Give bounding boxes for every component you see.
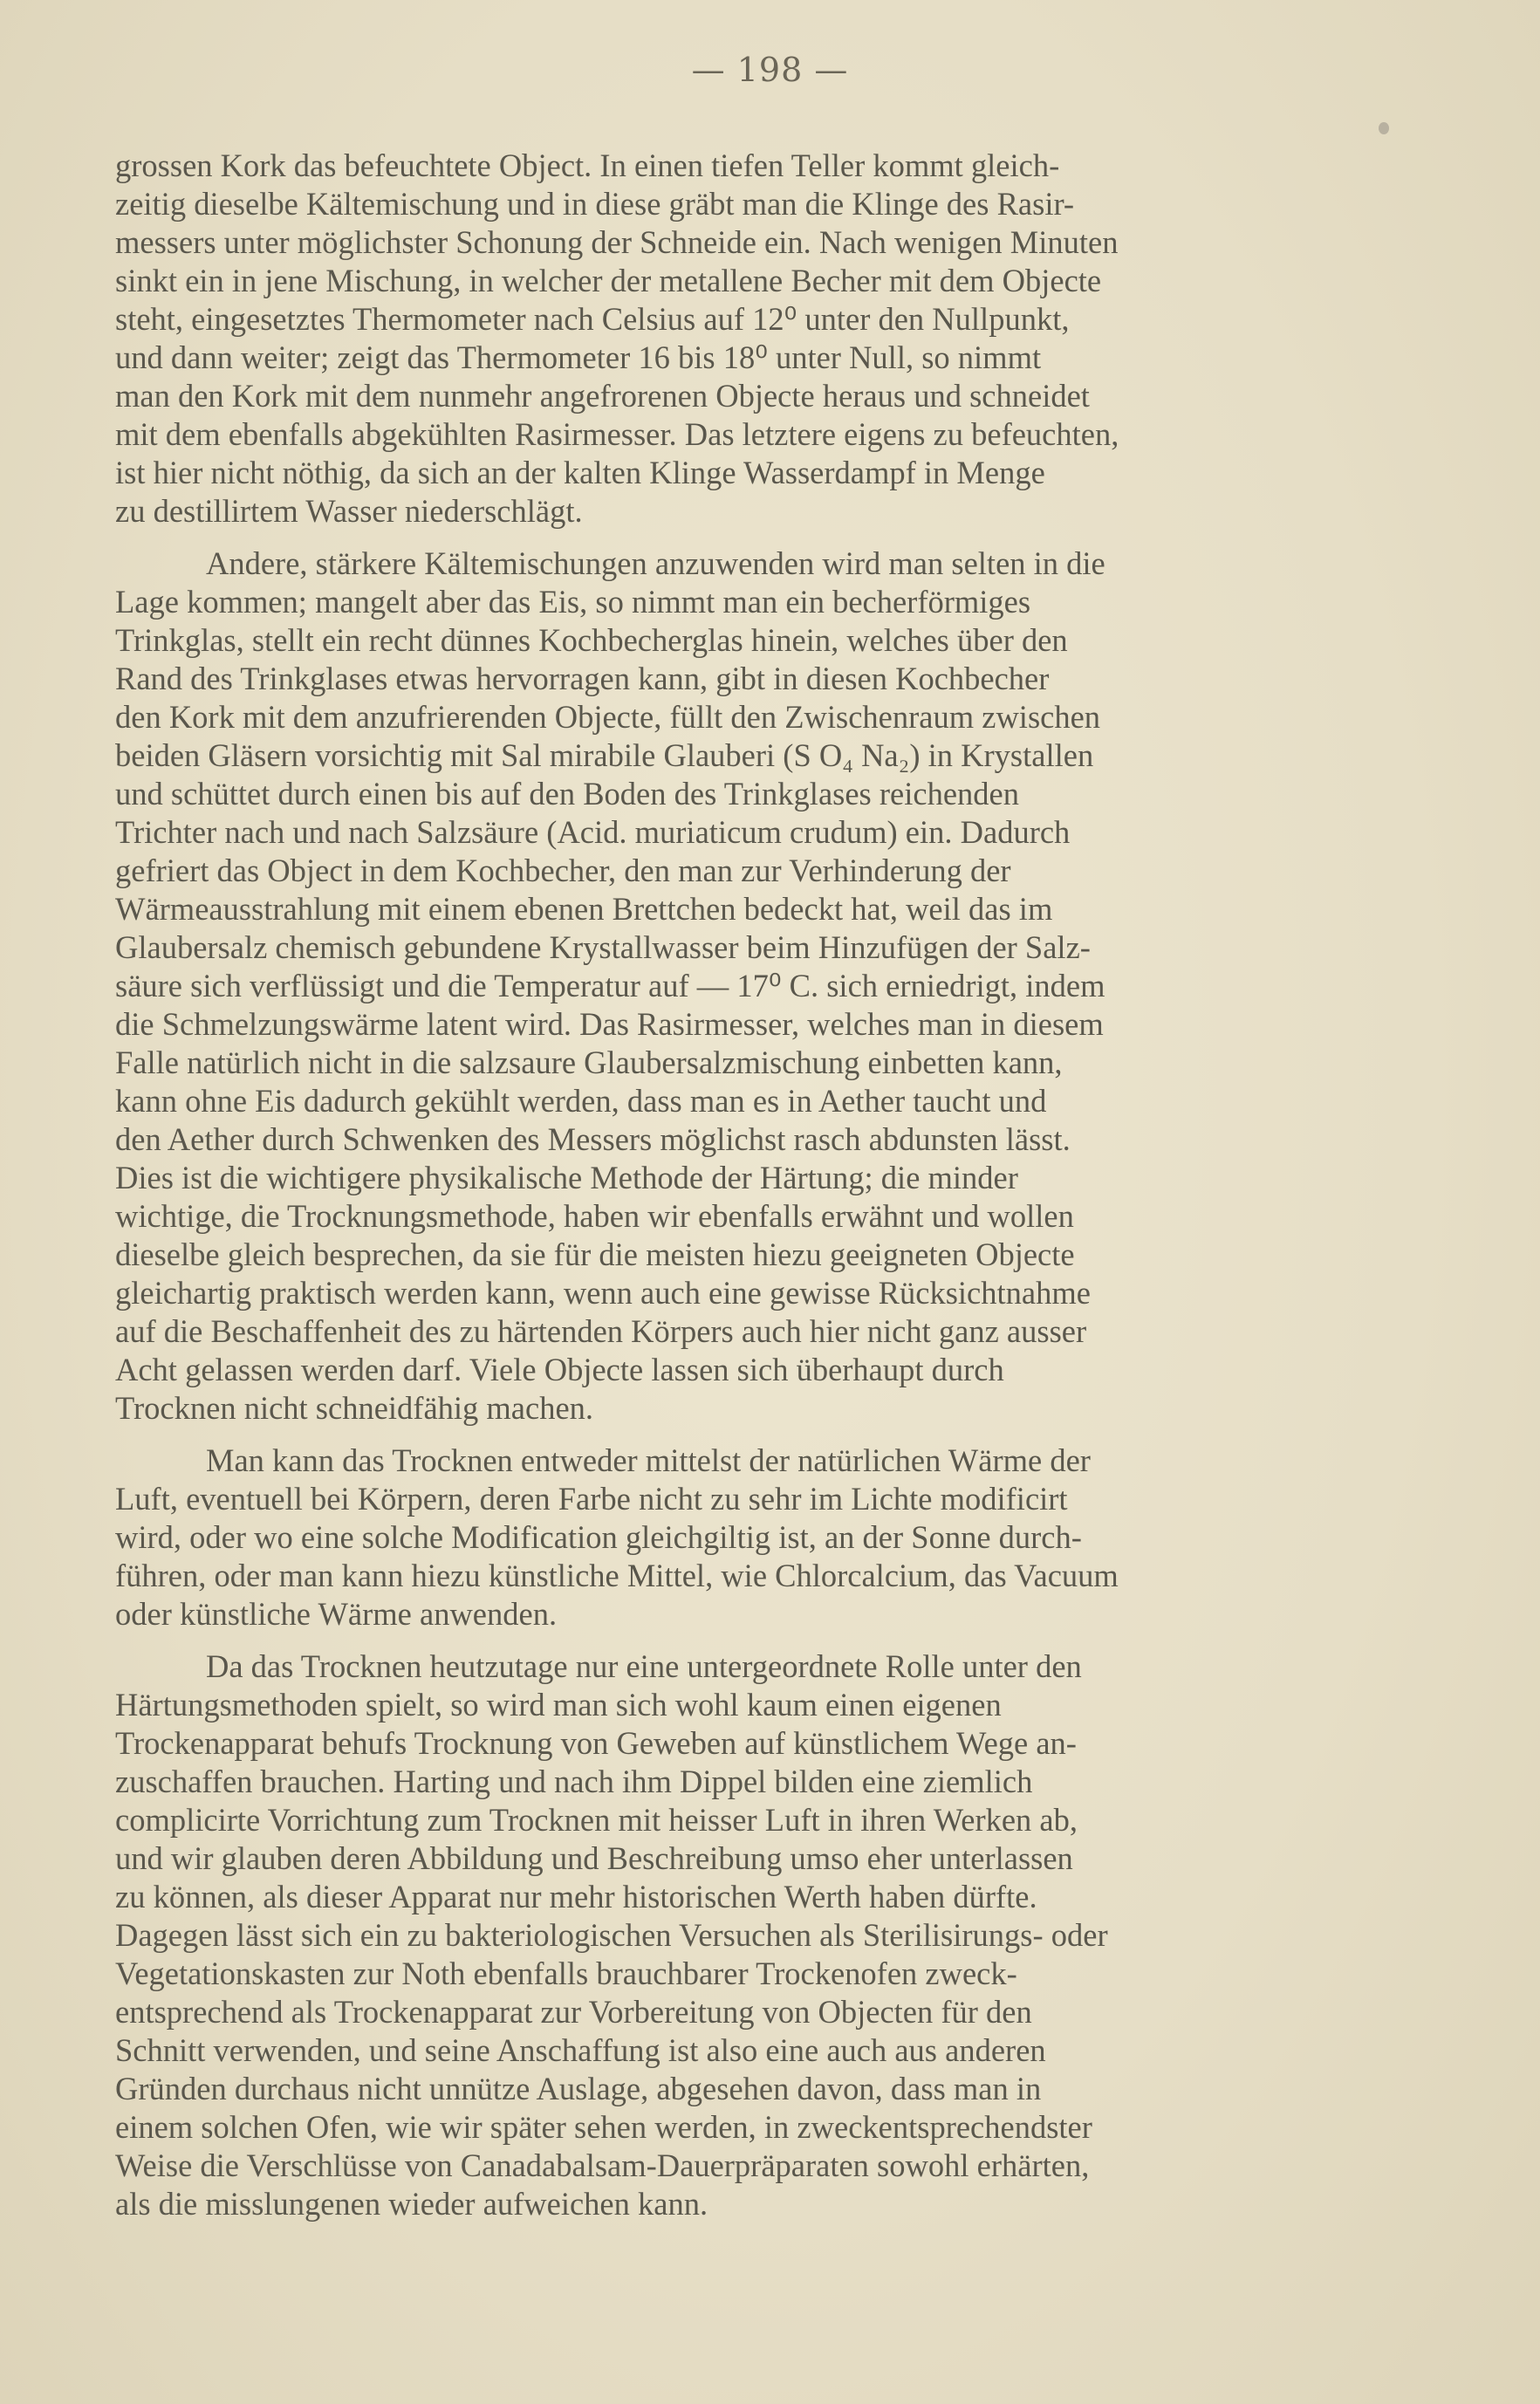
paragraph-4: Da das Trocknen heutzutage nur eine untergeordnete Rolle unter den Härtungsmethoden spielt, so wird man sich wohl kaum einen eigenen Trockenapparat behufs Trocknung von Geweben auf künstlichem Wege an- zuschaffen brauchen. Harting und nach ihm Dippel bilden eine ziemlich complicirte Vorrichtung zum Trocknen mit heisser Luft in ihren Werken ab, und wir glauben deren Abbildung und Beschreibung umso eher unterlassen zu können, als dieser Apparat nur mehr historischen Werth haben dürfte. Dagegen lässt sich ein zu bakteriologischen Versuchen als Sterilisirungs- oder Vegetationskasten zur Noth ebenfalls brauchbarer Trockenofen zweck- entsprechend als Trockenapparat zur Vorbereitung von Objecten für den Schnitt verwenden, und seine Anschaffung ist also eine auch aus anderen Gründen durchaus nicht unnütze Auslage, abgesehen davon, dass man in einem solchen Ofen, wie wir später sehen werden, in zweckentsprechendster Weise die Verschlüsse von Canadabalsam-Dauerpräparaten sowohl erhärten, als die misslungenen wieder aufweichen kann. <box>115 1648 1108 2222</box>
paragraph-3: Man kann das Trocknen entweder mittelst der natürlichen Wärme der Luft, eventuell bei Körpern, deren Farbe nicht zu sehr im Lichte modificirt wird, oder wo eine solche Modification gleichgiltig ist, an der Sonne durch- führen, oder man kann hiezu künstliche Mittel, wie Chlorcalcium, das Vacuum oder künstliche Wärme anwenden. <box>115 1442 1119 1632</box>
paper-speck <box>1379 122 1389 134</box>
page-number: — 198 — <box>691 51 849 89</box>
paragraph-2: Andere, stärkere Kältemischungen anzuwenden wird man selten in die Lage kommen; mangelt aber das Eis, so nimmt man ein becherförmiges Trinkglas, stellt ein recht dünnes Kochbecherglas hinein, welches über den Rand des Trinkglases etwas hervorragen kann, gibt in diesen Kochbecher den Kork mit dem anzufrierenden Objecte, füllt den Zwischenraum zwischen beiden Gläsern vorsichtig mit Sal mirabile Glauberi (S O₄ Na₂) in Krystallen und schüttet durch einen bis auf den Boden des Trinkglases reichenden Trichter nach und nach Salzsäure (Acid. muriaticum crudum) ein. Dadurch gefriert das Object in dem Kochbecher, den man zur Verhinderung der Wärmeausstrahlung mit einem ebenen Brettchen bedeckt hat, weil das im Glaubersalz chemisch gebundene Krystallwasser beim Hinzufügen der Salz- säure sich verflüssigt und die Temperatur auf — 17⁰ C. sich erniedrigt, indem die Schmelzungswärme latent wird. Das Rasirmesser, welches man in diesem Falle natürlich nicht in die salzsaure Glaubersalzmischung einbetten kann, kann ohne Eis dadurch gekühlt werden, dass man es in Aether taucht und den Aether durch Schwenken des Messers möglichst rasch abdunsten lässt. Dies ist die wichtigere physikalische Methode der Härtung; die minder wichtige, die Trocknungsmethode, haben wir ebenfalls erwähnt und wollen dieselbe gleich besprechen, da sie für die meisten hiezu geeigneten Objecte gleichartig praktisch werden kann, wenn auch eine gewisse Rücksichtnahme auf die Beschaffenheit des zu härtenden Körpers auch hier nicht ganz ausser Acht gelassen werden darf. Viele Objecte lassen sich überhaupt durch Trocknen nicht schneidfähig machen. <box>115 545 1105 1426</box>
paragraph-1: grossen Kork das befeuchtete Object. In einen tiefen Teller kommt gleich- zeitig dieselbe Kältemischung und in diese gräbt man die Klinge des Rasir- messers unter möglichster Schonung der Schneide ein. Nach wenigen Minuten sinkt ein in jene Mischung, in welcher der metallene Becher mit dem Objecte steht, eingesetztes Thermometer nach Celsius auf 12⁰ unter den Nullpunkt, und dann weiter; zeigt das Thermometer 16 bis 18⁰ unter Null, so nimmt man den Kork mit dem nunmehr angefrorenen Objecte heraus und schneidet mit dem ebenfalls abgekühlten Rasirmesser. Das letztere eigens zu befeuchten, ist hier nicht nöthig, da sich an der kalten Klinge Wasserdampf in Menge zu destillirtem Wasser niederschlägt. <box>115 147 1119 529</box>
body-text <box>115 147 1413 2237</box>
